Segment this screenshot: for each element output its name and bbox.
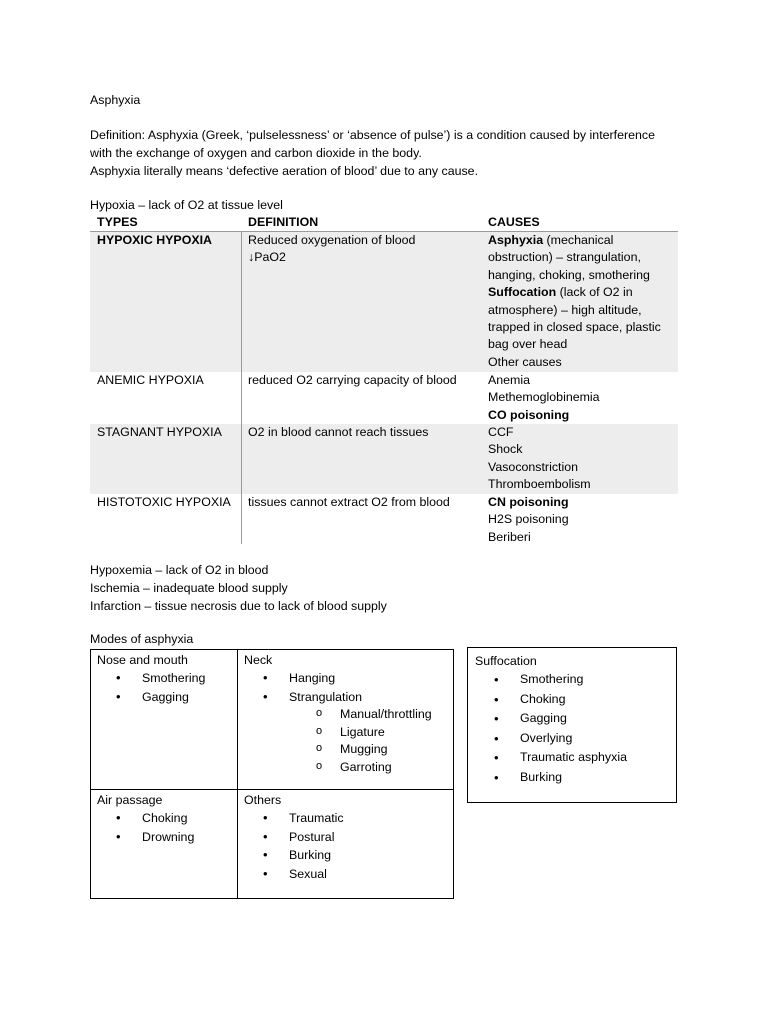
neck-cell xyxy=(244,651,432,776)
others-cell xyxy=(244,791,344,883)
list-item: • Strangulation xyxy=(244,688,432,707)
list-item: • Gagging xyxy=(475,709,627,729)
term-ischemia: Ischemia – inadequate blood supply xyxy=(90,581,288,595)
list-item: • Sexual xyxy=(244,865,344,884)
definition-line-3: Asphyxia literally means ‘defective aeration of blood’ due to any cause. xyxy=(90,164,479,178)
header-types: TYPES xyxy=(97,215,138,229)
table-row xyxy=(90,372,678,424)
definition-line-2: with the exchange of oxygen and carbon dioxide in the body. xyxy=(90,146,422,160)
table-row xyxy=(90,424,678,494)
list-item: • Postural xyxy=(244,828,344,847)
air-passage-cell xyxy=(97,791,194,846)
list-item: • Gagging xyxy=(97,688,205,707)
term-hypoxemia: Hypoxemia – lack of O2 in blood xyxy=(90,563,269,577)
type-cell: HISTOTOXIC HYPOXIA xyxy=(97,495,231,509)
neck-list xyxy=(244,669,432,706)
definition-cell: Reduced oxygenation of blood ↓PaO2 xyxy=(248,233,416,265)
column-divider xyxy=(241,231,242,544)
list-item: • Choking xyxy=(97,809,194,828)
modes-row-divider xyxy=(91,789,453,790)
list-item: • Burking xyxy=(244,846,344,865)
list-item: • Choking xyxy=(475,690,627,710)
nose-mouth-title: Nose and mouth xyxy=(97,653,188,667)
causes-cell: CN poisoning H2S poisoning Beriberi xyxy=(488,495,569,544)
list-item: • Smothering xyxy=(475,670,627,690)
others-title: Others xyxy=(244,793,282,807)
list-item: o Mugging xyxy=(244,741,432,759)
hypoxia-intro: Hypoxia – lack of O2 at tissue level xyxy=(90,198,283,212)
suffocation-list xyxy=(475,670,627,788)
causes-cell: Anemia Methemoglobinemia CO poisoning xyxy=(488,373,600,422)
list-item: o Garroting xyxy=(244,759,432,777)
list-item: • Drowning xyxy=(97,828,194,847)
strangulation-sublist xyxy=(244,706,432,776)
causes-cell: CCF Shock Vasoconstriction Thromboembolism xyxy=(488,425,591,492)
table-header-row xyxy=(90,214,678,231)
air-passage-list xyxy=(97,809,194,846)
type-cell: HYPOXIC HYPOXIA xyxy=(97,233,212,247)
definition-cell: tissues cannot extract O2 from blood xyxy=(248,495,450,509)
term-infarction: Infarction – tissue necrosis due to lack of blood supply xyxy=(90,599,387,613)
list-item: • Hanging xyxy=(244,669,432,688)
header-causes: CAUSES xyxy=(488,215,540,229)
list-item: • Overlying xyxy=(475,729,627,749)
type-cell: STAGNANT HYPOXIA xyxy=(97,425,222,439)
list-item: • Burking xyxy=(475,768,627,788)
suffocation-box xyxy=(467,647,677,803)
type-cell: ANEMIC HYPOXIA xyxy=(97,373,204,387)
nose-mouth-cell xyxy=(97,651,205,706)
list-item: o Ligature xyxy=(244,724,432,742)
list-item: o Manual/throttling xyxy=(244,706,432,724)
definition-cell: O2 in blood cannot reach tissues xyxy=(248,425,429,439)
page-title: Asphyxia xyxy=(90,93,141,107)
suffocation-title: Suffocation xyxy=(475,654,537,668)
definition-cell: reduced O2 carrying capacity of blood xyxy=(248,373,457,387)
definition-line-1: Definition: Asphyxia (Greek, ‘pulselessness’ or ‘absence of pulse’) is a condition caused by interference xyxy=(90,128,655,142)
others-list xyxy=(244,809,344,883)
modes-heading: Modes of asphyxia xyxy=(90,632,194,646)
table-row xyxy=(90,494,678,546)
nose-mouth-list xyxy=(97,669,205,706)
list-item: • Traumatic xyxy=(244,809,344,828)
table-row xyxy=(90,232,678,372)
suffocation-cell xyxy=(475,652,627,788)
air-passage-title: Air passage xyxy=(97,793,163,807)
list-item: • Traumatic asphyxia xyxy=(475,748,627,768)
causes-cell: Asphyxia (mechanical obstruction) – strangulation, hanging, choking, smothering Suffocation (lack of O2 in atmosphere) – high altitude, trapped in closed space, plastic bag over head Other causes xyxy=(488,233,661,369)
neck-title: Neck xyxy=(244,653,273,667)
modes-table xyxy=(90,649,454,899)
header-definition: DEFINITION xyxy=(248,215,319,229)
list-item: • Smothering xyxy=(97,669,205,688)
modes-column-divider xyxy=(237,650,238,898)
